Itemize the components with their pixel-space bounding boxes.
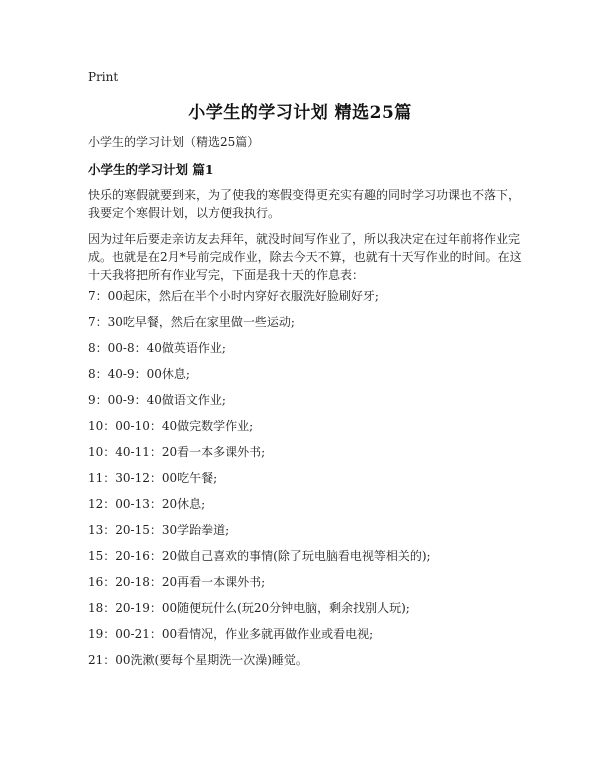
schedule-item: 7：30吃早餐，然后在家里做一些运动; (88, 315, 295, 329)
schedule-list (88, 289, 528, 679)
schedule-item: 16：20-18：20再看一本课外书; (88, 575, 266, 589)
print-label: Print (88, 70, 119, 84)
schedule-item: 11：30-12：00吃午餐; (88, 471, 218, 485)
document-title: 小学生的学习计划 精选25篇 (188, 103, 412, 123)
schedule-item: 7：00起床，然后在半个小时内穿好衣服洗好脸刷好牙; (88, 289, 379, 303)
schedule-item: 8：00-8：40做英语作业; (88, 341, 226, 355)
schedule-item: 19：00-21：00看情况，作业多就再做作业或看电视; (88, 627, 374, 641)
schedule-item: 13：20-15：30学跆拳道; (88, 523, 230, 537)
schedule-item: 10：40-11：20看一本多课外书; (88, 445, 266, 459)
intro-paragraph: 快乐的寒假就要到来，为了使我的寒假变得更充实有趣的同时学习功课也不落下，我要定个寒假计划，以方便我执行。 (88, 188, 521, 220)
schedule-item: 12：00-13：20休息; (88, 497, 206, 511)
schedule-item: 15：20-16：20做自己喜欢的事情(除了玩电脑看电视等相关的); (88, 549, 431, 563)
schedule-item: 8：40-9：00休息; (88, 367, 190, 381)
schedule-item: 10：00-10：40做完数学作业; (88, 419, 254, 433)
schedule-item: 21：00洗漱(要每个星期洗一次澡)睡觉。 (88, 653, 308, 667)
document-subtitle: 小学生的学习计划（精选25篇） (88, 135, 260, 149)
section-heading: 小学生的学习计划 篇1 (88, 162, 214, 177)
schedule-item: 18：20-19：00随便玩什么(玩20分钟电脑，剩余找别人玩); (88, 601, 410, 615)
schedule-item: 9：00-9：40做语文作业; (88, 393, 226, 407)
plan-paragraph: 因为过年后要走亲访友去拜年，就没时间写作业了，所以我决定在过年前将作业完成。也就是在2月*号前完成作业，除去今天不算，也就有十天写作业的时间。在这十天我将把所有作业写完，下面是我十天的作息表： (88, 232, 522, 282)
